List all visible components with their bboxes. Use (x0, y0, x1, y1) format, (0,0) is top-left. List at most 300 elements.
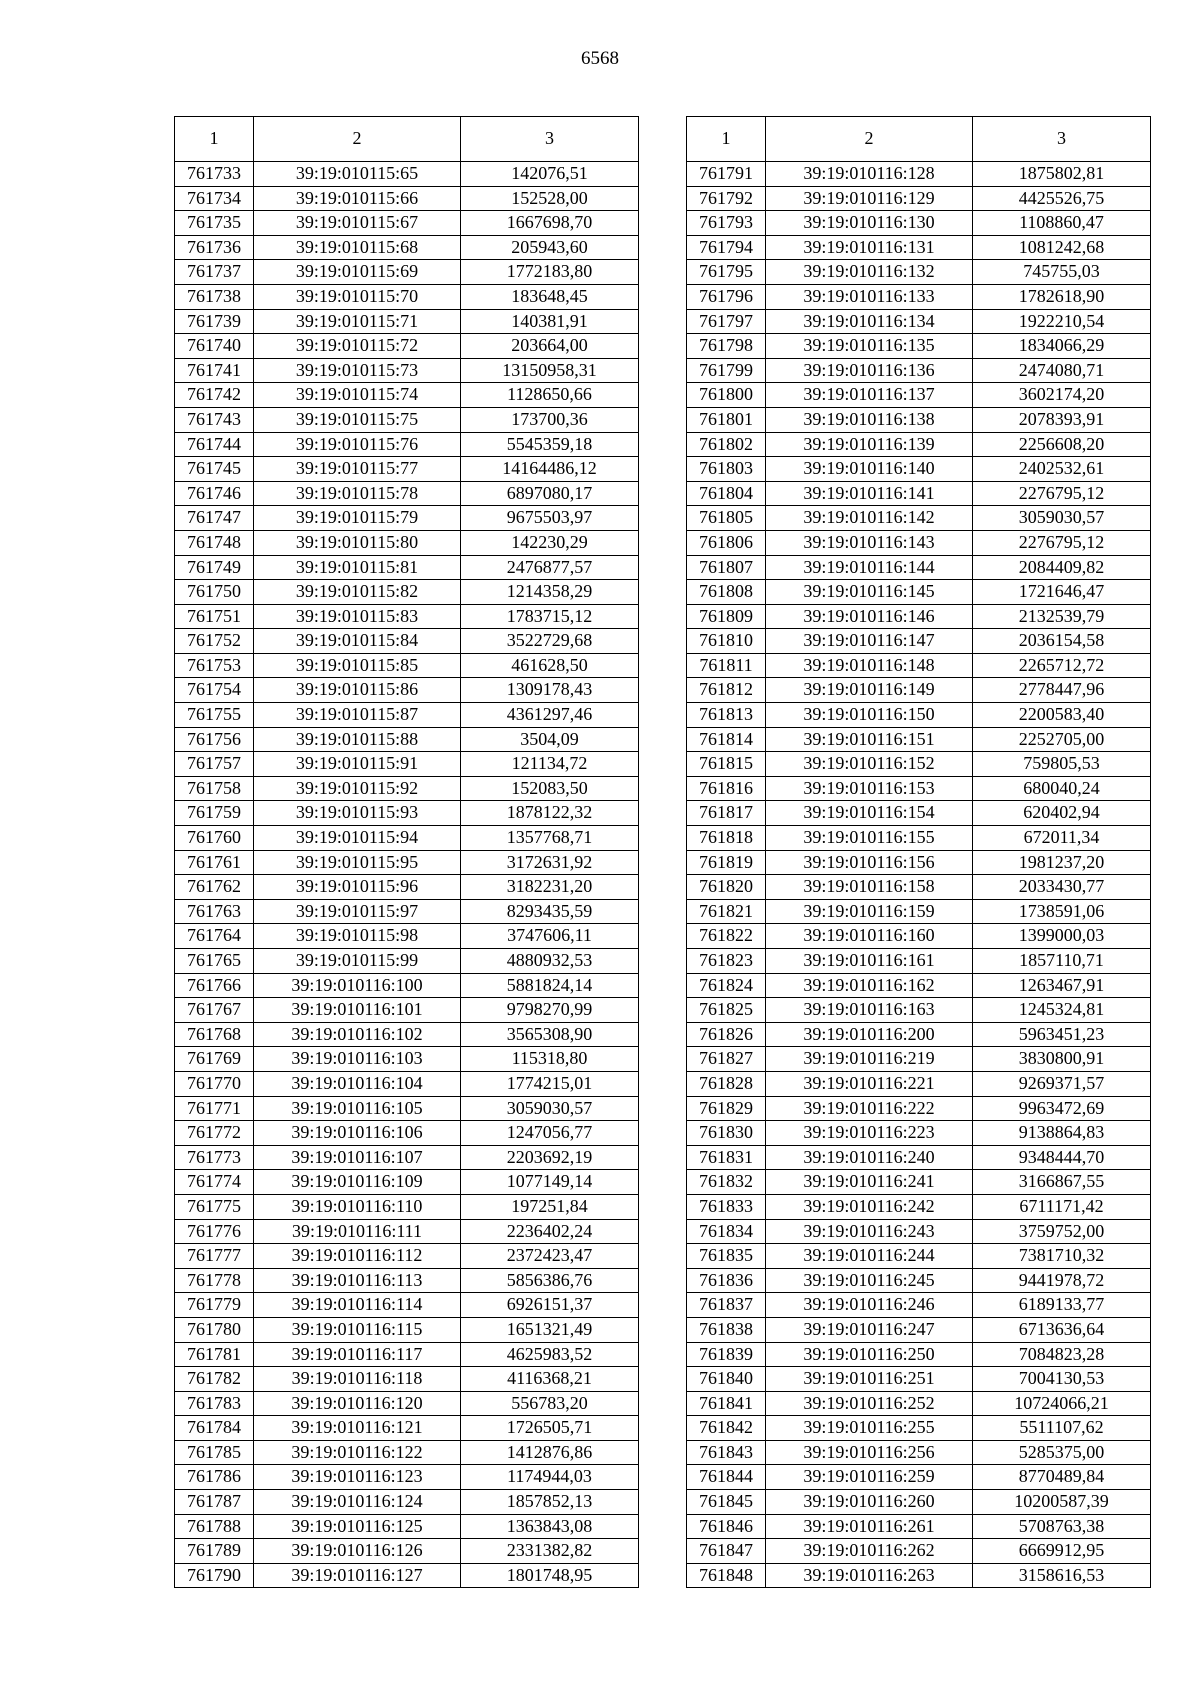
row-number-cell: 761777 (175, 1244, 254, 1269)
cadastral-number-cell: 39:19:010115:91 (254, 752, 461, 777)
value-cell: 142230,29 (461, 530, 639, 555)
cadastral-number-cell: 39:19:010115:92 (254, 776, 461, 801)
table-row (687, 1121, 1151, 1146)
cadastral-number-cell: 39:19:010115:80 (254, 530, 461, 555)
table-row (175, 186, 639, 211)
cadastral-number-cell: 39:19:010116:144 (766, 555, 973, 580)
table-row (687, 383, 1151, 408)
value-cell: 1363843,08 (461, 1514, 639, 1539)
cadastral-number-cell: 39:19:010116:131 (766, 235, 973, 260)
value-cell: 7084823,28 (973, 1342, 1151, 1367)
row-number-cell: 761762 (175, 875, 254, 900)
value-cell: 1247056,77 (461, 1121, 639, 1146)
table-row (175, 407, 639, 432)
table-row (687, 1170, 1151, 1195)
table-row (687, 1416, 1151, 1441)
table-row (687, 973, 1151, 998)
value-cell: 2200583,40 (973, 703, 1151, 728)
table-row (175, 530, 639, 555)
value-cell: 1399000,03 (973, 924, 1151, 949)
row-number-cell: 761768 (175, 1022, 254, 1047)
value-cell: 3059030,57 (461, 1096, 639, 1121)
cadastral-number-cell: 39:19:010116:161 (766, 949, 973, 974)
value-cell: 1721646,47 (973, 580, 1151, 605)
row-number-cell: 761785 (175, 1440, 254, 1465)
table-row (687, 1342, 1151, 1367)
value-cell: 2256608,20 (973, 432, 1151, 457)
row-number-cell: 761835 (687, 1244, 766, 1269)
value-cell: 2252705,00 (973, 727, 1151, 752)
value-cell: 2402532,61 (973, 457, 1151, 482)
row-number-cell: 761751 (175, 604, 254, 629)
table-row (687, 407, 1151, 432)
cadastral-number-cell: 39:19:010116:139 (766, 432, 973, 457)
value-cell: 1077149,14 (461, 1170, 639, 1195)
value-cell: 461628,50 (461, 653, 639, 678)
row-number-cell: 761843 (687, 1440, 766, 1465)
cadastral-number-cell: 39:19:010116:150 (766, 703, 973, 728)
value-cell: 7004130,53 (973, 1367, 1151, 1392)
value-cell: 2276795,12 (973, 481, 1151, 506)
value-cell: 1128650,66 (461, 383, 639, 408)
cadastral-number-cell: 39:19:010116:140 (766, 457, 973, 482)
value-cell: 1782618,90 (973, 284, 1151, 309)
table-row (687, 1317, 1151, 1342)
column-header-2: 2 (254, 117, 461, 162)
cadastral-number-cell: 39:19:010116:162 (766, 973, 973, 998)
cadastral-number-cell: 39:19:010115:76 (254, 432, 461, 457)
value-cell: 3059030,57 (973, 506, 1151, 531)
row-number-cell: 761826 (687, 1022, 766, 1047)
table-row (175, 1342, 639, 1367)
right-table-body (687, 162, 1151, 1588)
row-number-cell: 761774 (175, 1170, 254, 1195)
row-number-cell: 761845 (687, 1490, 766, 1515)
value-cell: 3565308,90 (461, 1022, 639, 1047)
value-cell: 672011,34 (973, 826, 1151, 851)
row-number-cell: 761790 (175, 1563, 254, 1588)
value-cell: 8770489,84 (973, 1465, 1151, 1490)
row-number-cell: 761773 (175, 1145, 254, 1170)
table-row (175, 850, 639, 875)
row-number-cell: 761797 (687, 309, 766, 334)
cadastral-number-cell: 39:19:010115:69 (254, 260, 461, 285)
table-row (687, 629, 1151, 654)
row-number-cell: 761794 (687, 235, 766, 260)
row-number-cell: 761815 (687, 752, 766, 777)
value-cell: 1981237,20 (973, 850, 1151, 875)
row-number-cell: 761776 (175, 1219, 254, 1244)
cadastral-number-cell: 39:19:010116:221 (766, 1071, 973, 1096)
row-number-cell: 761757 (175, 752, 254, 777)
table-row (175, 284, 639, 309)
row-number-cell: 761823 (687, 949, 766, 974)
row-number-cell: 761746 (175, 481, 254, 506)
table-row (175, 1071, 639, 1096)
cadastral-number-cell: 39:19:010115:65 (254, 162, 461, 187)
row-number-cell: 761819 (687, 850, 766, 875)
cadastral-number-cell: 39:19:010116:138 (766, 407, 973, 432)
table-row (175, 973, 639, 998)
value-cell: 9138864,83 (973, 1121, 1151, 1146)
table-row (687, 1563, 1151, 1588)
value-cell: 121134,72 (461, 752, 639, 777)
value-cell: 1774215,01 (461, 1071, 639, 1096)
cadastral-number-cell: 39:19:010116:255 (766, 1416, 973, 1441)
row-number-cell: 761825 (687, 998, 766, 1023)
row-number-cell: 761748 (175, 530, 254, 555)
table-row (175, 1539, 639, 1564)
row-number-cell: 761772 (175, 1121, 254, 1146)
table-row (175, 1121, 639, 1146)
cadastral-number-cell: 39:19:010116:260 (766, 1490, 973, 1515)
value-cell: 4425526,75 (973, 186, 1151, 211)
table-row (175, 678, 639, 703)
value-cell: 759805,53 (973, 752, 1151, 777)
cadastral-number-cell: 39:19:010116:111 (254, 1219, 461, 1244)
value-cell: 1412876,86 (461, 1440, 639, 1465)
row-number-cell: 761808 (687, 580, 766, 605)
value-cell: 2778447,96 (973, 678, 1151, 703)
cadastral-number-cell: 39:19:010116:112 (254, 1244, 461, 1269)
value-cell: 6926151,37 (461, 1293, 639, 1318)
cadastral-number-cell: 39:19:010116:123 (254, 1465, 461, 1490)
row-number-cell: 761806 (687, 530, 766, 555)
table-row (175, 1194, 639, 1219)
cadastral-number-cell: 39:19:010116:146 (766, 604, 973, 629)
cadastral-number-cell: 39:19:010116:147 (766, 629, 973, 654)
value-cell: 2476877,57 (461, 555, 639, 580)
table-row (175, 924, 639, 949)
cadastral-number-cell: 39:19:010115:67 (254, 211, 461, 236)
right-data-table (686, 116, 1151, 1588)
row-number-cell: 761842 (687, 1416, 766, 1441)
value-cell: 2084409,82 (973, 555, 1151, 580)
cadastral-number-cell: 39:19:010115:79 (254, 506, 461, 531)
table-row (175, 1514, 639, 1539)
cadastral-number-cell: 39:19:010116:106 (254, 1121, 461, 1146)
table-row (175, 1416, 639, 1441)
table-row (175, 703, 639, 728)
cadastral-number-cell: 39:19:010116:125 (254, 1514, 461, 1539)
table-row (687, 850, 1151, 875)
value-cell: 9441978,72 (973, 1268, 1151, 1293)
value-cell: 142076,51 (461, 162, 639, 187)
cadastral-number-cell: 39:19:010116:133 (766, 284, 973, 309)
value-cell: 1245324,81 (973, 998, 1151, 1023)
value-cell: 556783,20 (461, 1391, 639, 1416)
row-number-cell: 761814 (687, 727, 766, 752)
row-number-cell: 761765 (175, 949, 254, 974)
cadastral-number-cell: 39:19:010116:153 (766, 776, 973, 801)
value-cell: 4880932,53 (461, 949, 639, 974)
table-row (687, 1465, 1151, 1490)
table-row (175, 580, 639, 605)
value-cell: 745755,03 (973, 260, 1151, 285)
row-number-cell: 761752 (175, 629, 254, 654)
cadastral-number-cell: 39:19:010116:160 (766, 924, 973, 949)
value-cell: 680040,24 (973, 776, 1151, 801)
row-number-cell: 761786 (175, 1465, 254, 1490)
row-number-cell: 761821 (687, 899, 766, 924)
row-number-cell: 761827 (687, 1047, 766, 1072)
value-cell: 205943,60 (461, 235, 639, 260)
table-row (175, 334, 639, 359)
row-number-cell: 761737 (175, 260, 254, 285)
table-row (687, 1539, 1151, 1564)
table-row (687, 801, 1151, 826)
row-number-cell: 761839 (687, 1342, 766, 1367)
cadastral-number-cell: 39:19:010116:145 (766, 580, 973, 605)
row-number-cell: 761758 (175, 776, 254, 801)
cadastral-number-cell: 39:19:010116:105 (254, 1096, 461, 1121)
cadastral-number-cell: 39:19:010116:126 (254, 1539, 461, 1564)
cadastral-number-cell: 39:19:010116:256 (766, 1440, 973, 1465)
value-cell: 9269371,57 (973, 1071, 1151, 1096)
table-row (175, 653, 639, 678)
cadastral-number-cell: 39:19:010116:259 (766, 1465, 973, 1490)
value-cell: 5285375,00 (973, 1440, 1151, 1465)
cadastral-number-cell: 39:19:010115:95 (254, 850, 461, 875)
table-row (687, 1047, 1151, 1072)
row-number-cell: 761743 (175, 407, 254, 432)
cadastral-number-cell: 39:19:010116:149 (766, 678, 973, 703)
row-number-cell: 761734 (175, 186, 254, 211)
table-row (687, 604, 1151, 629)
table-row (175, 1096, 639, 1121)
value-cell: 1834066,29 (973, 334, 1151, 359)
cadastral-number-cell: 39:19:010116:143 (766, 530, 973, 555)
table-row (175, 998, 639, 1023)
table-row (687, 1514, 1151, 1539)
column-header-3: 3 (461, 117, 639, 162)
row-number-cell: 761759 (175, 801, 254, 826)
row-number-cell: 761829 (687, 1096, 766, 1121)
value-cell: 152083,50 (461, 776, 639, 801)
table-row (687, 358, 1151, 383)
table-header-row (175, 117, 639, 162)
cadastral-number-cell: 39:19:010116:127 (254, 1563, 461, 1588)
table-row (175, 1317, 639, 1342)
cadastral-number-cell: 39:19:010115:97 (254, 899, 461, 924)
row-number-cell: 761789 (175, 1539, 254, 1564)
table-row (175, 162, 639, 187)
cadastral-number-cell: 39:19:010116:117 (254, 1342, 461, 1367)
row-number-cell: 761761 (175, 850, 254, 875)
value-cell: 203664,00 (461, 334, 639, 359)
row-number-cell: 761749 (175, 555, 254, 580)
row-number-cell: 761840 (687, 1367, 766, 1392)
value-cell: 6711171,42 (973, 1194, 1151, 1219)
table-row (687, 678, 1151, 703)
cadastral-number-cell: 39:19:010115:70 (254, 284, 461, 309)
cadastral-number-cell: 39:19:010115:88 (254, 727, 461, 752)
row-number-cell: 761828 (687, 1071, 766, 1096)
value-cell: 14164486,12 (461, 457, 639, 482)
row-number-cell: 761760 (175, 826, 254, 851)
value-cell: 5881824,14 (461, 973, 639, 998)
cadastral-number-cell: 39:19:010116:114 (254, 1293, 461, 1318)
table-row (687, 309, 1151, 334)
table-row (175, 1293, 639, 1318)
value-cell: 1857852,13 (461, 1490, 639, 1515)
table-row (175, 1219, 639, 1244)
table-row (687, 826, 1151, 851)
value-cell: 620402,94 (973, 801, 1151, 826)
table-row (175, 1268, 639, 1293)
value-cell: 2033430,77 (973, 875, 1151, 900)
row-number-cell: 761754 (175, 678, 254, 703)
cadastral-number-cell: 39:19:010116:247 (766, 1317, 973, 1342)
table-row (175, 604, 639, 629)
cadastral-number-cell: 39:19:010115:94 (254, 826, 461, 851)
cadastral-number-cell: 39:19:010115:75 (254, 407, 461, 432)
row-number-cell: 761764 (175, 924, 254, 949)
value-cell: 2474080,71 (973, 358, 1151, 383)
row-number-cell: 761791 (687, 162, 766, 187)
row-number-cell: 761787 (175, 1490, 254, 1515)
value-cell: 3602174,20 (973, 383, 1151, 408)
row-number-cell: 761783 (175, 1391, 254, 1416)
table-row (175, 826, 639, 851)
value-cell: 140381,91 (461, 309, 639, 334)
row-number-cell: 761740 (175, 334, 254, 359)
value-cell: 1174944,03 (461, 1465, 639, 1490)
cadastral-number-cell: 39:19:010116:130 (766, 211, 973, 236)
cadastral-number-cell: 39:19:010116:246 (766, 1293, 973, 1318)
row-number-cell: 761799 (687, 358, 766, 383)
row-number-cell: 761744 (175, 432, 254, 457)
table-row (687, 211, 1151, 236)
value-cell: 6713636,64 (973, 1317, 1151, 1342)
row-number-cell: 761838 (687, 1317, 766, 1342)
row-number-cell: 761793 (687, 211, 766, 236)
cadastral-number-cell: 39:19:010115:93 (254, 801, 461, 826)
row-number-cell: 761818 (687, 826, 766, 851)
row-number-cell: 761766 (175, 973, 254, 998)
value-cell: 1667698,70 (461, 211, 639, 236)
cadastral-number-cell: 39:19:010116:159 (766, 899, 973, 924)
table-row (687, 1194, 1151, 1219)
table-row (175, 1145, 639, 1170)
table-row (687, 1268, 1151, 1293)
cadastral-number-cell: 39:19:010115:84 (254, 629, 461, 654)
cadastral-number-cell: 39:19:010116:242 (766, 1194, 973, 1219)
row-number-cell: 761811 (687, 653, 766, 678)
row-number-cell: 761847 (687, 1539, 766, 1564)
table-row (687, 162, 1151, 187)
cadastral-number-cell: 39:19:010115:86 (254, 678, 461, 703)
page-number: 6568 (581, 48, 619, 69)
cadastral-number-cell: 39:19:010115:73 (254, 358, 461, 383)
row-number-cell: 761846 (687, 1514, 766, 1539)
value-cell: 8293435,59 (461, 899, 639, 924)
cadastral-number-cell: 39:19:010116:128 (766, 162, 973, 187)
cadastral-number-cell: 39:19:010116:245 (766, 1268, 973, 1293)
table-row (687, 457, 1151, 482)
row-number-cell: 761810 (687, 629, 766, 654)
row-number-cell: 761745 (175, 457, 254, 482)
value-cell: 1357768,71 (461, 826, 639, 851)
value-cell: 2265712,72 (973, 653, 1151, 678)
value-cell: 2236402,24 (461, 1219, 639, 1244)
row-number-cell: 761767 (175, 998, 254, 1023)
value-cell: 5856386,76 (461, 1268, 639, 1293)
value-cell: 3172631,92 (461, 850, 639, 875)
table-row (687, 481, 1151, 506)
cadastral-number-cell: 39:19:010116:222 (766, 1096, 973, 1121)
cadastral-number-cell: 39:19:010116:101 (254, 998, 461, 1023)
row-number-cell: 761800 (687, 383, 766, 408)
cadastral-number-cell: 39:19:010116:129 (766, 186, 973, 211)
cadastral-number-cell: 39:19:010116:244 (766, 1244, 973, 1269)
row-number-cell: 761833 (687, 1194, 766, 1219)
table-row (175, 949, 639, 974)
table-row (687, 1145, 1151, 1170)
table-row (175, 1465, 639, 1490)
table-row (175, 801, 639, 826)
cadastral-number-cell: 39:19:010115:83 (254, 604, 461, 629)
column-header-1: 1 (175, 117, 254, 162)
value-cell: 9675503,97 (461, 506, 639, 531)
row-number-cell: 761805 (687, 506, 766, 531)
row-number-cell: 761763 (175, 899, 254, 924)
table-row (175, 555, 639, 580)
cadastral-number-cell: 39:19:010115:66 (254, 186, 461, 211)
value-cell: 1309178,43 (461, 678, 639, 703)
value-cell: 3504,09 (461, 727, 639, 752)
row-number-cell: 761804 (687, 481, 766, 506)
row-number-cell: 761817 (687, 801, 766, 826)
value-cell: 9348444,70 (973, 1145, 1151, 1170)
table-row (687, 1096, 1151, 1121)
row-number-cell: 761807 (687, 555, 766, 580)
row-number-cell: 761781 (175, 1342, 254, 1367)
row-number-cell: 761834 (687, 1219, 766, 1244)
cadastral-number-cell: 39:19:010115:82 (254, 580, 461, 605)
value-cell: 2132539,79 (973, 604, 1151, 629)
value-cell: 152528,00 (461, 186, 639, 211)
row-number-cell: 761798 (687, 334, 766, 359)
value-cell: 1783715,12 (461, 604, 639, 629)
table-row (687, 284, 1151, 309)
table-row (175, 1490, 639, 1515)
left-table-body (175, 162, 639, 1588)
row-number-cell: 761747 (175, 506, 254, 531)
table-row (687, 1244, 1151, 1269)
cadastral-number-cell: 39:19:010116:241 (766, 1170, 973, 1195)
table-row (687, 260, 1151, 285)
row-number-cell: 761812 (687, 678, 766, 703)
value-cell: 1878122,32 (461, 801, 639, 826)
table-row (175, 1170, 639, 1195)
table-row (175, 727, 639, 752)
value-cell: 2331382,82 (461, 1539, 639, 1564)
value-cell: 5511107,62 (973, 1416, 1151, 1441)
cadastral-number-cell: 39:19:010116:104 (254, 1071, 461, 1096)
row-number-cell: 761816 (687, 776, 766, 801)
table-row (687, 1219, 1151, 1244)
row-number-cell: 761788 (175, 1514, 254, 1539)
value-cell: 173700,36 (461, 407, 639, 432)
table-row (175, 629, 639, 654)
table-row (175, 358, 639, 383)
row-number-cell: 761837 (687, 1293, 766, 1318)
table-header-row (687, 117, 1151, 162)
value-cell: 13150958,31 (461, 358, 639, 383)
row-number-cell: 761848 (687, 1563, 766, 1588)
row-number-cell: 761813 (687, 703, 766, 728)
